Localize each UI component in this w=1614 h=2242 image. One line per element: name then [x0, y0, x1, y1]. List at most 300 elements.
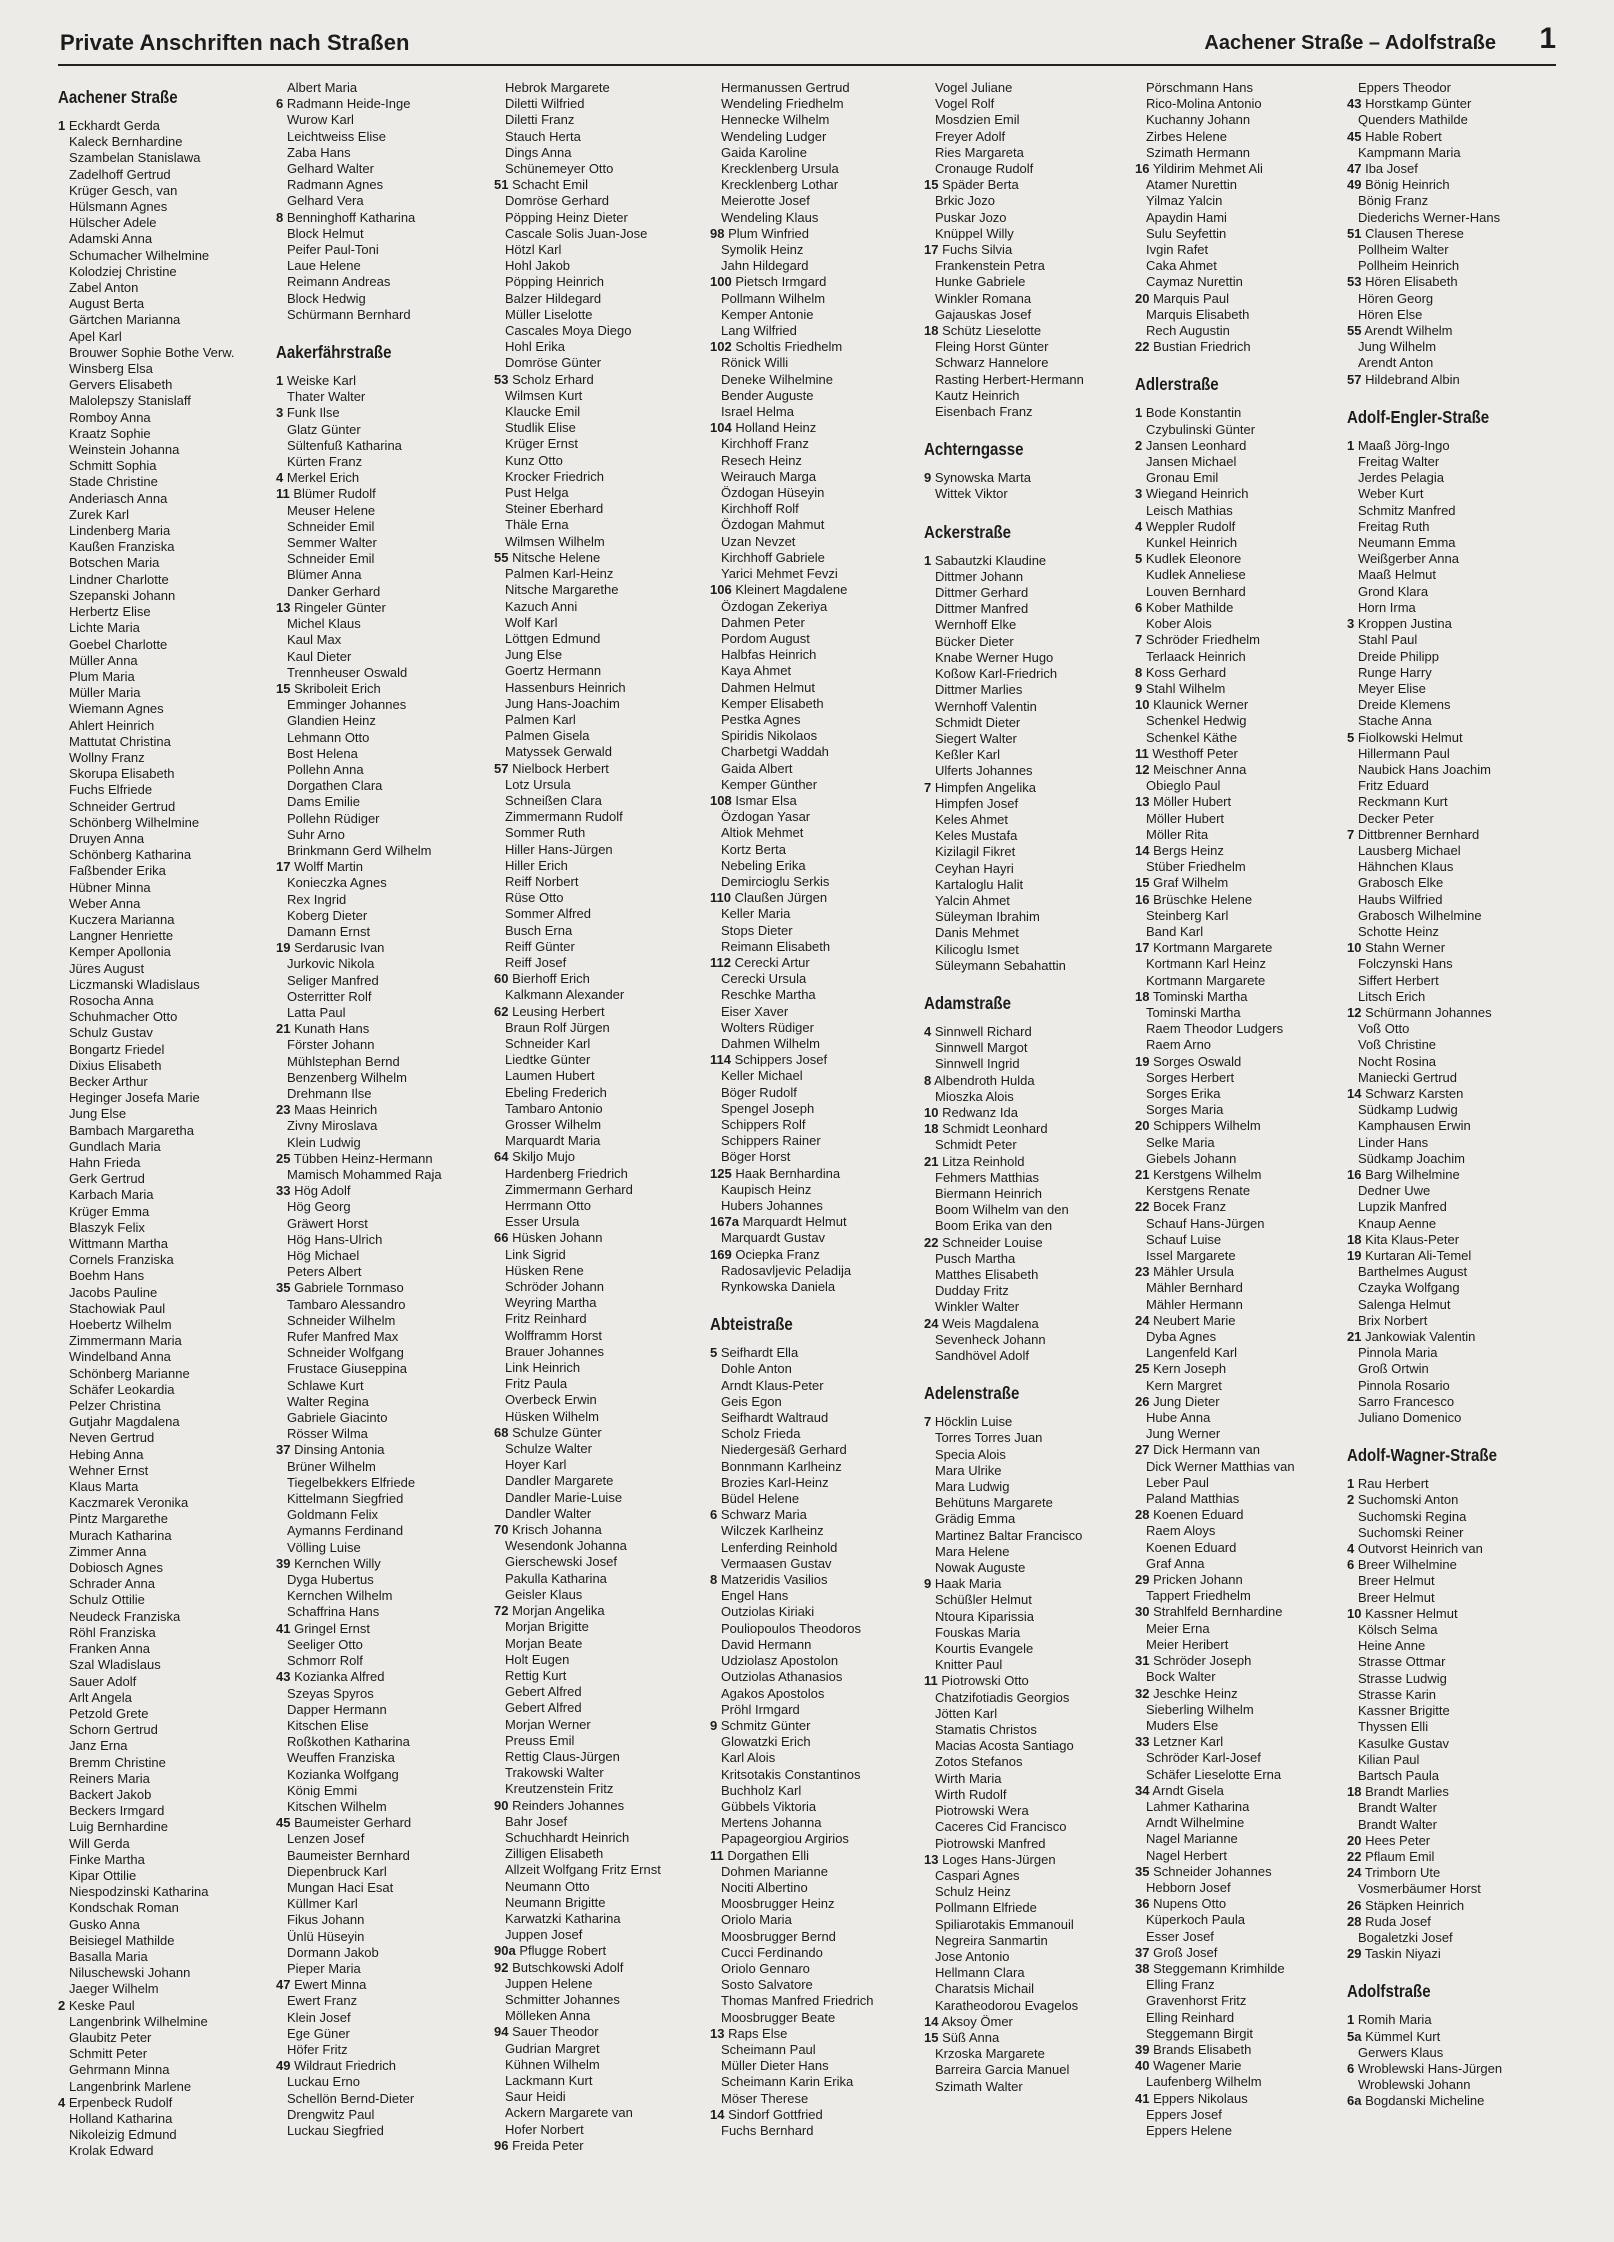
resident-entry [58, 1155, 268, 1171]
resident-name: Benzenberg Wilhelm [287, 1069, 407, 1085]
resident-name: Völling Luise [287, 1539, 361, 1555]
resident-entry [1347, 908, 1557, 924]
resident-name: Palmen Karl [505, 711, 576, 727]
resident-entry [276, 746, 486, 762]
resident-entry [1347, 1703, 1557, 1719]
resident-entry [1135, 1054, 1345, 1070]
resident-entry [494, 96, 704, 112]
resident-name: Saur Heidi [505, 2089, 566, 2105]
resident-name: Boom Wilhelm van den [935, 1202, 1069, 1218]
resident-entry [924, 1690, 1134, 1706]
resident-name: Decker Peter [1358, 810, 1434, 826]
resident-name: Eisenbach Franz [935, 404, 1033, 420]
resident-name: Goertz Hermann [505, 663, 602, 679]
resident-entry [1135, 649, 1345, 665]
resident-entry [1347, 1654, 1557, 1670]
resident-entry [276, 193, 486, 209]
resident-entry [58, 669, 268, 685]
resident-entry [494, 404, 704, 420]
resident-entry [494, 1409, 704, 1425]
resident-entry [1347, 438, 1557, 454]
resident-entry [58, 2046, 268, 2062]
resident-entry [924, 1202, 1134, 1218]
resident-entry [710, 80, 920, 96]
resident-entry [710, 1426, 920, 1442]
resident-entry [1135, 1345, 1345, 1361]
resident-entry [1347, 827, 1557, 843]
resident-name: Boom Erika van den [935, 1218, 1053, 1234]
resident-entry [58, 1042, 268, 1058]
resident-name: Kilian Paul [1358, 1751, 1420, 1767]
resident-name: Rufer Manfred Max [287, 1329, 399, 1345]
resident-name: Hebing Anna [69, 1446, 144, 1462]
resident-name: Schneider Emil [287, 518, 375, 534]
house-number: 62 [494, 1003, 509, 1019]
resident-name: Grond Klara [1358, 583, 1429, 599]
resident-name: Grabosch Elke [1358, 875, 1444, 891]
resident-name: Gräwert Horst [287, 1215, 368, 1231]
page-number: 1 [1539, 22, 1556, 55]
resident-name: Dapper Hermann [287, 1701, 387, 1717]
resident-entry [1347, 600, 1557, 616]
resident-name: Sauer Adolf [69, 1673, 137, 1689]
resident-entry [710, 436, 920, 452]
resident-name: Schippers Rainer [721, 1133, 821, 1149]
resident-name: Reimann Elisabeth [721, 938, 831, 954]
resident-entry [276, 1037, 486, 1053]
resident-name: Wittek Viktor [935, 486, 1008, 502]
house-number: 20 [1135, 290, 1150, 306]
resident-name: Folczynski Hans [1358, 956, 1453, 972]
resident-name: Mähler Bernhard [1146, 1280, 1243, 1296]
resident-entry [276, 145, 486, 161]
resident-name: Drengwitz Paul [287, 2106, 375, 2122]
resident-entry [1347, 112, 1557, 128]
resident-entry [710, 939, 920, 955]
resident-name: Özdogan Hüseyin [721, 485, 825, 501]
resident-name: Jeschke Heinz [1153, 1685, 1238, 1701]
resident-entry [276, 470, 486, 486]
resident-entry [924, 1560, 1134, 1576]
resident-entry [1135, 1896, 1345, 1912]
resident-name: Puskar Jozo [935, 209, 1007, 225]
resident-entry [494, 1700, 704, 1716]
resident-name: Maaß Jörg-Ingo [1357, 437, 1450, 453]
resident-entry [1135, 2058, 1345, 2074]
resident-entry [276, 1070, 486, 1086]
resident-name: Breer Helmut [1358, 1589, 1435, 1605]
resident-entry [494, 728, 704, 744]
resident-entry [1347, 1719, 1557, 1735]
resident-name: Sinnwell Richard [934, 1023, 1032, 1039]
resident-name: Himpfen Angelika [934, 779, 1037, 795]
resident-entry [924, 1316, 1134, 1332]
resident-name: Litsch Erich [1358, 988, 1426, 1004]
resident-entry [494, 939, 704, 955]
resident-name: Frustace Giuseppina [287, 1361, 407, 1377]
resident-entry [58, 2095, 268, 2111]
resident-entry [276, 811, 486, 827]
house-number: 26 [1135, 1393, 1150, 1409]
resident-name: Späder Berta [942, 177, 1019, 193]
resident-entry [710, 663, 920, 679]
street-heading: Ackerstraße [924, 521, 1012, 542]
resident-name: Breer Wilhelmine [1357, 1557, 1457, 1573]
resident-entry [58, 847, 268, 863]
resident-name: Fritz Paula [505, 1376, 568, 1392]
resident-entry [494, 566, 704, 582]
house-number: 11 [276, 486, 290, 502]
house-number: 68 [494, 1424, 509, 1440]
resident-entry [276, 859, 486, 875]
resident-entry [1135, 307, 1345, 323]
resident-name: Raps Else [728, 2025, 788, 2041]
resident-name: Strasse Karin [1358, 1686, 1437, 1702]
resident-entry [924, 763, 1134, 779]
resident-entry [710, 1263, 920, 1279]
resident-name: Beckers Irmgard [69, 1803, 165, 1819]
resident-name: Kortz Berta [721, 841, 787, 857]
house-number: 22 [1347, 1848, 1362, 1864]
resident-entry [276, 843, 486, 859]
resident-name: Cerecki Artur [734, 954, 810, 970]
resident-entry [276, 1912, 486, 1928]
resident-name: Boehm Hans [69, 1268, 145, 1284]
resident-entry [494, 1571, 704, 1587]
resident-name: Cascale Solis Juan-Jose [505, 225, 648, 241]
resident-name: Kilicoglu Ismet [935, 941, 1019, 957]
resident-name: Ewert Franz [287, 1993, 358, 2009]
resident-entry [1347, 210, 1557, 226]
house-number: 5 [1135, 551, 1143, 567]
resident-name: Mähler Hermann [1146, 1296, 1243, 1312]
resident-name: Palmen Gisela [505, 728, 590, 744]
resident-name: Rech Augustin [1146, 323, 1230, 339]
resident-name: Bock Walter [1146, 1669, 1216, 1685]
resident-name: Schmidt Peter [935, 1137, 1017, 1153]
resident-name: Link Sigrid [505, 1246, 566, 1262]
resident-name: Grabosch Wilhelmine [1358, 907, 1482, 923]
resident-entry [1135, 1378, 1345, 1394]
resident-name: Zadelhoff Gertrud [69, 166, 171, 182]
resident-name: Langenbrink Marlene [69, 2078, 192, 2094]
resident-name: Brands Elisabeth [1153, 2041, 1252, 2057]
resident-name: Wroblewski Johann [1358, 2077, 1471, 2093]
resident-entry [494, 177, 704, 193]
resident-entry [58, 653, 268, 669]
resident-name: Lahmer Katharina [1146, 1798, 1250, 1814]
resident-entry [924, 1495, 1134, 1511]
resident-entry [710, 1977, 920, 1993]
resident-name: Pollmann Wilhelm [721, 290, 826, 306]
resident-name: Hülsmann Agnes [69, 199, 168, 215]
resident-entry [276, 1475, 486, 1491]
resident-name: Wendeling Ludger [721, 128, 827, 144]
house-number: 29 [1135, 1572, 1150, 1588]
resident-entry [58, 863, 268, 879]
resident-entry [1135, 1442, 1345, 1458]
resident-entry [494, 631, 704, 647]
resident-name: Chatzifotiadis Georgios [935, 1689, 1070, 1705]
resident-entry [58, 1803, 268, 1819]
resident-name: Böger Horst [721, 1149, 791, 1165]
resident-entry [924, 1544, 1134, 1560]
resident-name: Südkamp Ludwig [1358, 1102, 1458, 1118]
resident-entry [1135, 193, 1345, 209]
resident-name: Krolak Edward [69, 2143, 154, 2159]
resident-entry [58, 588, 268, 604]
resident-name: Busch Erna [505, 922, 573, 938]
resident-name: Aymanns Ferdinand [287, 1523, 404, 1539]
resident-name: Kreutzenstein Fritz [505, 1781, 614, 1797]
resident-entry [494, 955, 704, 971]
resident-entry [924, 1949, 1134, 1965]
house-number: 55 [1347, 323, 1362, 339]
resident-name: Nowak Auguste [935, 1560, 1026, 1576]
resident-entry [494, 1376, 704, 1392]
house-number: 8 [710, 1572, 718, 1588]
resident-entry [58, 361, 268, 377]
resident-entry [1347, 1557, 1557, 1573]
resident-name: Rynkowska Daniela [721, 1279, 836, 1295]
resident-name: Sosto Salvatore [721, 1977, 813, 1993]
resident-entry [494, 842, 704, 858]
resident-entry [710, 1068, 920, 1084]
resident-name: Kampmann Maria [1358, 144, 1461, 160]
house-number: 38 [1135, 1960, 1150, 1976]
resident-entry [924, 258, 1134, 274]
house-number: 10 [1347, 1605, 1362, 1621]
resident-name: Papageorgiou Argirios [721, 1831, 849, 1847]
resident-entry [276, 908, 486, 924]
resident-entry [276, 989, 486, 1005]
resident-name: Paland Matthias [1146, 1491, 1240, 1507]
resident-name: Blümer Rudolf [293, 486, 376, 502]
resident-name: Matthes Elisabeth [935, 1267, 1039, 1282]
resident-name: Caspari Agnes [935, 1867, 1020, 1883]
resident-entry [710, 210, 920, 226]
resident-entry [710, 582, 920, 598]
house-number: 64 [494, 1149, 509, 1165]
resident-entry [1135, 486, 1345, 502]
resident-name: Kozianka Alfred [294, 1669, 385, 1685]
resident-entry [1347, 730, 1557, 746]
resident-name: Liedtke Günter [505, 1052, 591, 1068]
house-number: 57 [494, 760, 509, 776]
resident-entry [924, 1040, 1134, 1056]
resident-entry [494, 712, 704, 728]
resident-name: Obieglo Paul [1146, 778, 1221, 794]
resident-entry [58, 799, 268, 815]
house-number: 28 [1135, 1507, 1150, 1523]
resident-entry [924, 1024, 1134, 1040]
resident-name: Hohl Erika [505, 339, 565, 355]
resident-entry [58, 1884, 268, 1900]
resident-entry [494, 1846, 704, 1862]
resident-name: Pouliopoulos Theodoros [721, 1620, 861, 1636]
resident-name: Dittmer Manfred [935, 601, 1029, 617]
resident-entry [494, 1036, 704, 1052]
resident-name: Kasulke Gustav [1358, 1735, 1450, 1751]
resident-entry [924, 747, 1134, 763]
resident-entry [1135, 2123, 1345, 2139]
resident-entry [494, 1085, 704, 1101]
resident-name: Domröse Günter [505, 355, 602, 371]
resident-name: Cucci Ferdinando [721, 1944, 823, 1960]
resident-entry [924, 1771, 1134, 1787]
resident-name: Juppen Helene [505, 1975, 593, 1991]
resident-name: Clausen Therese [1365, 225, 1464, 241]
resident-entry [494, 1652, 704, 1668]
resident-name: Synowska Marta [934, 470, 1031, 486]
resident-entry [924, 1511, 1134, 1527]
resident-entry [1135, 956, 1345, 972]
resident-entry [1135, 503, 1345, 519]
resident-name: Czybulinski Günter [1146, 421, 1256, 437]
resident-name: Knitter Paul [935, 1657, 1003, 1673]
resident-name: Sorges Erika [1146, 1085, 1221, 1101]
resident-name: Müller Anna [69, 652, 138, 668]
resident-name: Gutjahr Magdalena [69, 1414, 180, 1430]
resident-name: Hiller Erich [505, 857, 568, 873]
resident-name: Malolepszy Stanislaff [69, 393, 191, 409]
resident-entry [58, 637, 268, 653]
resident-entry [710, 1961, 920, 1977]
resident-entry [924, 1852, 1134, 1868]
resident-entry [494, 291, 704, 307]
resident-name: Sinnwell Ingrid [935, 1056, 1020, 1072]
resident-entry [494, 1441, 704, 1457]
resident-entry [276, 1556, 486, 1572]
resident-name: Sorges Oswald [1153, 1053, 1242, 1069]
resident-entry [1135, 827, 1345, 843]
resident-name: Caymaz Nurettin [1146, 274, 1243, 290]
resident-entry [1135, 1264, 1345, 1280]
resident-entry [1135, 291, 1345, 307]
resident-entry [1347, 2029, 1557, 2045]
house-number: 15 [924, 177, 939, 193]
house-number: 16 [1347, 1167, 1362, 1182]
resident-name: Biermann Heinrich [935, 1185, 1042, 1201]
resident-name: Siegert Walter [935, 730, 1017, 746]
resident-entry [58, 1398, 268, 1414]
resident-name: Seeliger Otto [287, 1636, 363, 1652]
resident-name: Kleinert Magdalene [735, 582, 848, 598]
street-heading: Adelenstraße [924, 1383, 1020, 1404]
resident-name: Klein Ludwig [287, 1134, 361, 1150]
resident-entry [276, 1297, 486, 1313]
resident-entry [1347, 339, 1557, 355]
resident-entry [494, 987, 704, 1003]
resident-name: Jaeger Wilhelm [69, 1981, 159, 1997]
resident-entry [58, 701, 268, 717]
house-number: 1 [58, 118, 66, 133]
resident-name: Rico-Molina Antonio [1146, 96, 1262, 112]
resident-name: David Hermann [721, 1636, 812, 1652]
resident-name: Kitschen Wilhelm [287, 1798, 387, 1814]
resident-name: Salenga Helmut [1358, 1296, 1451, 1312]
resident-name: Brinkmann Gerd Wilhelm [287, 842, 432, 858]
resident-name: Weyring Martha [505, 1295, 597, 1311]
resident-name: Raem Aloys [1146, 1523, 1216, 1539]
resident-entry [1135, 616, 1345, 632]
resident-entry [1135, 1669, 1345, 1685]
resident-name: Uzan Nevzet [721, 533, 796, 549]
resident-name: Kemper Antonie [721, 306, 814, 322]
resident-name: Schippers Josef [734, 1052, 828, 1068]
resident-entry [710, 1880, 920, 1896]
resident-entry [276, 2091, 486, 2107]
resident-name: Gelhard Walter [287, 161, 374, 177]
street-heading: Adlerstraße [1135, 374, 1219, 395]
resident-entry [924, 1089, 1134, 1105]
resident-entry [494, 696, 704, 712]
resident-name: Mungan Haci Esat [287, 1879, 394, 1895]
resident-entry [494, 2105, 704, 2121]
resident-name: Vosmerbäumer Horst [1358, 1881, 1481, 1897]
resident-entry [276, 161, 486, 177]
house-number: 7 [924, 1414, 932, 1430]
resident-name: Jung Dieter [1153, 1393, 1220, 1409]
resident-entry [494, 1765, 704, 1781]
resident-name: Nagel Marianne [1146, 1831, 1238, 1847]
resident-name: Reiners Maria [69, 1770, 150, 1786]
resident-name: Neumann Brigitte [505, 1894, 606, 1910]
resident-name: Martinez Baltar Francisco [935, 1527, 1083, 1543]
resident-entry [494, 1490, 704, 1506]
resident-entry [710, 1378, 920, 1394]
resident-entry [494, 453, 704, 469]
resident-name: Dahmen Peter [721, 614, 805, 630]
resident-name: Langner Henriette [69, 928, 174, 944]
resident-entry [58, 1090, 268, 1106]
resident-name: Bahr Josef [505, 1813, 568, 1829]
resident-name: Süß Anna [942, 2029, 1000, 2045]
resident-entry [58, 1755, 268, 1771]
resident-name: Arndt Wilhelmine [1146, 1815, 1245, 1831]
resident-entry [494, 145, 704, 161]
resident-name: Vermaasen Gustav [721, 1555, 832, 1571]
resident-entry [924, 1722, 1134, 1738]
resident-name: Schneißen Clara [505, 792, 602, 808]
resident-entry [1135, 1167, 1345, 1183]
house-number: 114 [710, 1052, 731, 1068]
resident-name: Reinders Johannes [512, 1797, 625, 1813]
resident-entry [1135, 1102, 1345, 1118]
resident-entry [924, 1447, 1134, 1463]
resident-entry [58, 1414, 268, 1430]
resident-name: Spiliarotakis Emmanouil [935, 1916, 1074, 1932]
resident-entry [58, 280, 268, 296]
resident-name: Nitsche Margarethe [505, 582, 619, 598]
resident-name: Schenkel Hedwig [1146, 713, 1247, 729]
resident-entry [494, 1619, 704, 1635]
resident-entry [924, 958, 1134, 974]
resident-name: Keles Mustafa [935, 828, 1018, 844]
resident-entry [1135, 1848, 1345, 1864]
resident-entry [494, 1895, 704, 1911]
resident-name: Gehrmann Minna [69, 2062, 170, 2078]
resident-entry [710, 291, 920, 307]
resident-entry [58, 458, 268, 474]
resident-entry [58, 1868, 268, 1884]
resident-entry [58, 2127, 268, 2143]
resident-name: Weuffen Franziska [287, 1750, 395, 1766]
resident-entry [58, 410, 268, 426]
resident-name: Thater Walter [287, 389, 366, 405]
resident-entry [1347, 875, 1557, 891]
resident-name: Kizilagil Fikret [935, 844, 1016, 860]
